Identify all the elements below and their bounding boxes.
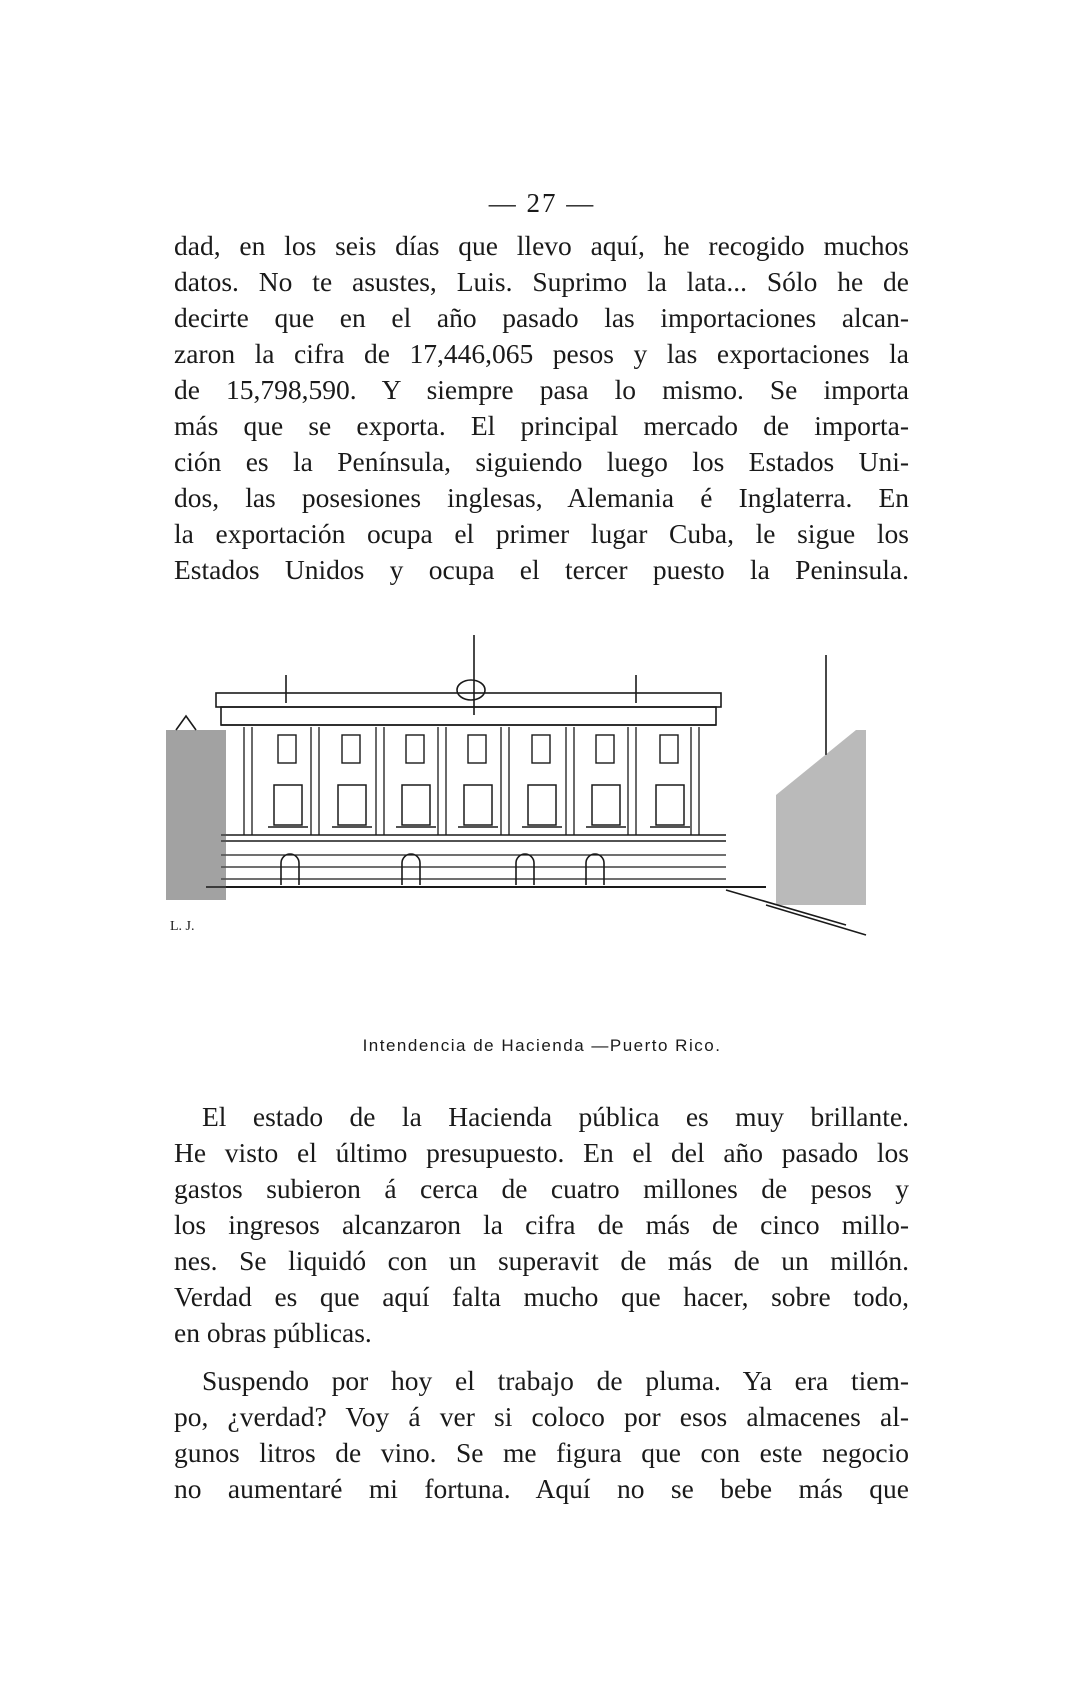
text-line: dad, en los seis días que llevo aquí, he recogido muchos [174,230,909,261]
text-line: la exportación ocupa el primer lugar Cuba, le sigue los [174,518,909,549]
text-line: Estados Unidos y ocupa el tercer puesto la Peninsula. [174,554,909,585]
text-line: decirte que en el año pasado las importaciones alcan- [174,302,909,333]
text-line: más que se exporta. El principal mercado de importa- [174,410,909,441]
building-illustration [166,635,918,1015]
paragraph-1 [174,228,909,588]
text-line: gastos subieron á cerca de cuatro millones de pesos y [174,1173,909,1204]
figure-caption: Intendencia de Hacienda —Puerto Rico. [362,1036,722,1055]
paragraph-3 [174,1363,909,1507]
text-line: El estado de la Hacienda pública es muy brillante. [202,1101,909,1132]
text-line: ción es la Península, siguiendo luego los Estados Uni- [174,446,909,477]
text-line: gunos litros de vino. Se me figura que con este negocio [174,1437,909,1468]
text-line: Verdad es que aquí falta mucho que hacer, sobre todo, [174,1281,909,1312]
artist-signature: L. J. [170,919,195,934]
text-line: los ingresos alcanzaron la cifra de más de cinco millo- [174,1209,909,1240]
text-line: nes. Se liquidó con un superavit de más de un millón. [174,1245,909,1276]
text-line: He visto el último presupuesto. En el del año pasado los [174,1137,909,1168]
text-line: zaron la cifra de 17,446,065 pesos y las exportaciones la [174,338,909,369]
text-line: dos, las posesiones inglesas, Alemania é Inglaterra. En [174,482,909,513]
paragraph-2 [174,1099,909,1351]
text-line: po, ¿verdad? Voy á ver si coloco por esos almacenes al- [174,1401,909,1432]
page-number: — 27 — [488,188,596,218]
text-line: de 15,798,590. Y siempre pasa lo mismo. Se importa [174,374,909,405]
text-line: en obras públicas. [174,1317,372,1348]
text-line: datos. No te asustes, Luis. Suprimo la lata... Sólo he de [174,266,909,297]
text-line: Suspendo por hoy el trabajo de pluma. Ya era tiem- [202,1365,909,1396]
text-line: no aumentaré mi fortuna. Aquí no se bebe más que [174,1473,909,1504]
